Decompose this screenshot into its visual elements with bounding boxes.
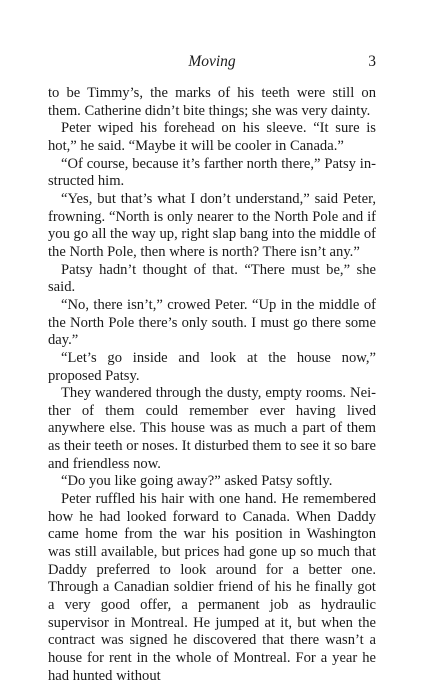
paragraph: “Do you like going away?” asked Patsy softly. [61, 473, 333, 490]
page-header [48, 51, 376, 73]
paragraph: Peter wiped his forehead on his sleeve. “It sure is hot,” he said. “Maybe it will be cooler in Canada.” [48, 120, 376, 154]
paragraph: “Let’s go inside and look at the house now,” proposed Patsy. [48, 349, 376, 384]
paragraph: “Of course, because it’s farther north there,” Patsy instructed him. [48, 155, 376, 190]
paragraph: They wandered through the dusty, empty rooms. Neither of them could remember ever having lived anywhere else. This house was as much a part of them as their teeth or noses. It disturbed them to see it so bare and friendless now. [48, 385, 376, 472]
paragraph-continued: to be Timmy’s, the marks of his teeth were still on them. Catherine didn’t bite things; she was very dainty. [48, 85, 376, 119]
page-number: 3 [368, 53, 376, 70]
paragraph: “No, there isn’t,” crowed Peter. “Up in the middle of the North Pole there’s only south. I must go there some day.” [48, 296, 376, 349]
paragraph: Patsy hadn’t thought of that. “There must be,” she said. [48, 261, 376, 296]
paragraph: Peter ruffled his hair with one hand. He remembered how he had looked forward to Canada. When Daddy came home from the war his position in Washington was still available, but prices had gone up so much that Daddy preferred to look around for a better one. Through a Canadian soldier friend of his he finally got a very good offer, a permanent job as hydraulic supervisor in Montreal. He jumped at it, but when the contract was signed he discovered that there wasn’t a house for rent in the whole of Montreal. For a year he had hunted without [48, 491, 376, 684]
running-title: Moving [188, 53, 236, 70]
paragraph: “Yes, but that’s what I don’t understand,” said Peter, frowning. “North is only nearer to the North Pole and if you go all the way up, right slap bang into the middle of the North Pole, then where is north? There isn’t any.” [48, 190, 376, 260]
body-text [48, 85, 376, 685]
